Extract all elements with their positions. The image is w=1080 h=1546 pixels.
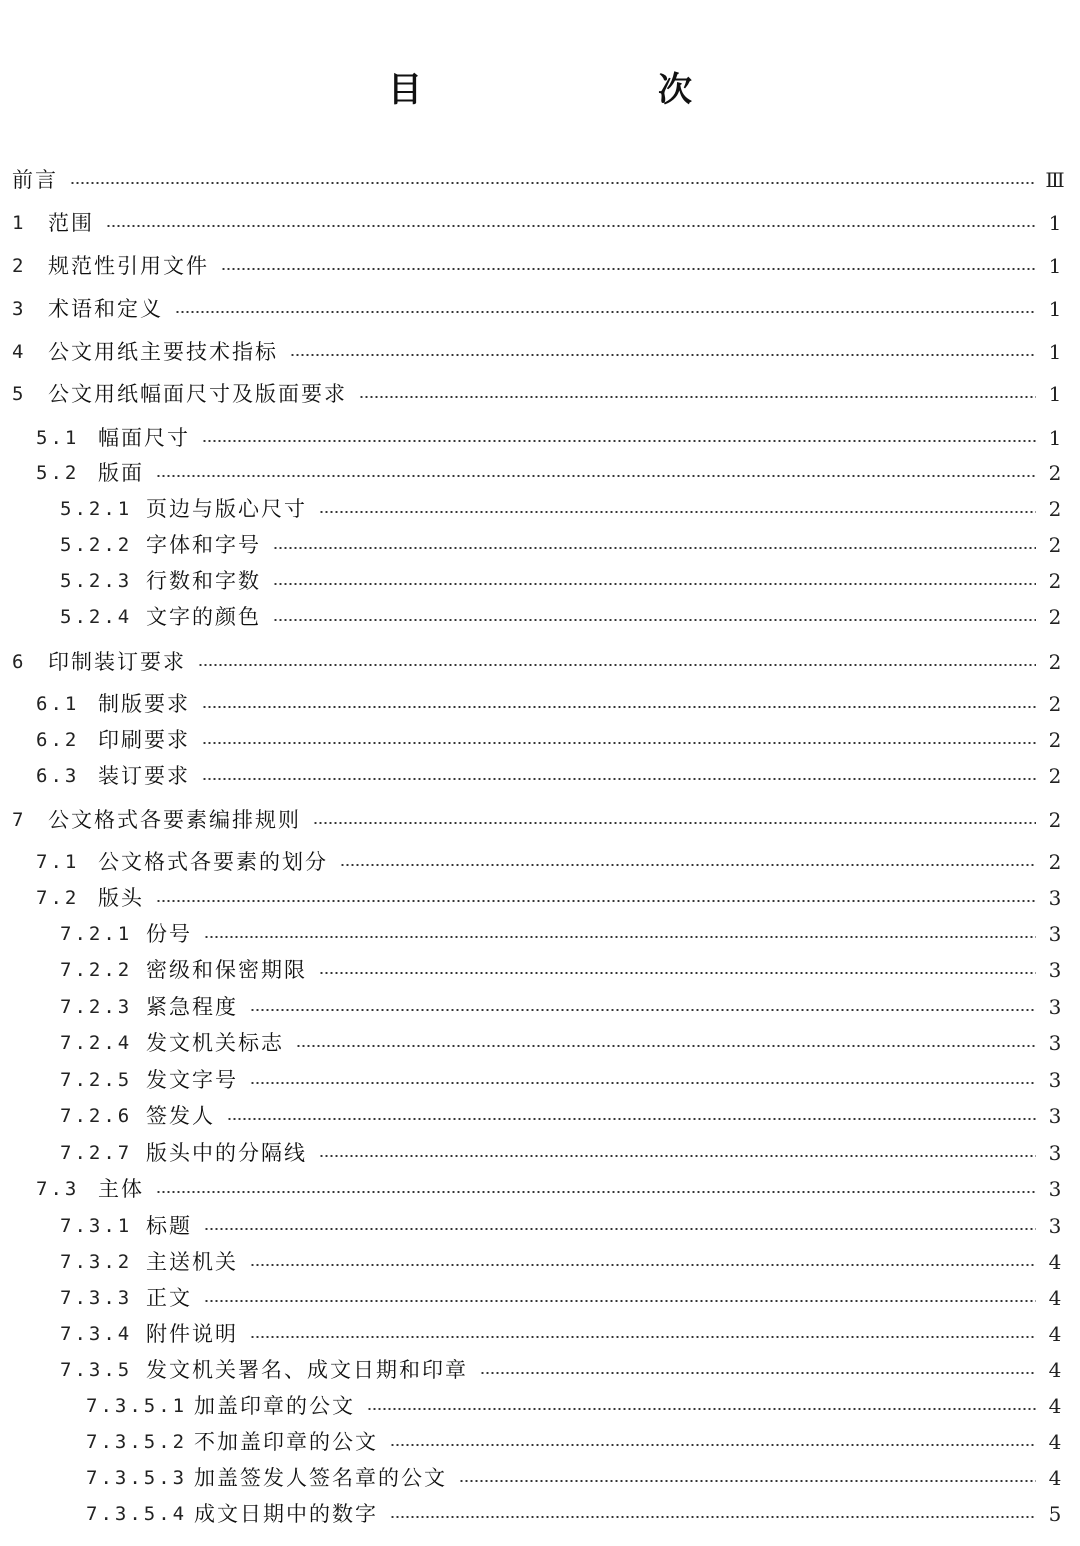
dot-leader xyxy=(250,1336,1036,1338)
toc-entry-title: 术语和定义 xyxy=(48,297,163,321)
toc-entry-number: 7.3.4 xyxy=(60,1323,133,1345)
toc-entry-number: 6.2 xyxy=(36,729,80,751)
toc-entry-number: 3 xyxy=(12,298,27,320)
toc-entry-number: 7.3.5 xyxy=(60,1359,133,1381)
dot-leader xyxy=(175,311,1036,313)
toc-entry-page-number: 2 xyxy=(1048,692,1062,716)
toc-entry-title: 幅面尺寸 xyxy=(98,426,190,450)
dot-leader xyxy=(250,1009,1036,1011)
toc-entry-page-number: 3 xyxy=(1048,995,1062,1019)
toc-entry-title: 发文机关标志 xyxy=(146,1031,284,1055)
dot-leader xyxy=(202,440,1036,442)
toc-entry-title: 公文用纸主要技术指标 xyxy=(48,340,278,364)
toc-entry-page-number: 2 xyxy=(1048,569,1062,593)
toc-entry-title: 份号 xyxy=(146,922,192,946)
toc-entry[interactable] xyxy=(0,455,1080,491)
toc-entry-number: 7.2 xyxy=(36,887,80,909)
toc-entry-number: 7.2.3 xyxy=(60,996,133,1018)
dot-leader xyxy=(367,1408,1036,1410)
dot-leader xyxy=(273,583,1036,585)
toc-entry-number: 7.2.2 xyxy=(60,959,133,981)
toc-entry-page-number: 1 xyxy=(1048,426,1062,450)
toc-entry[interactable] xyxy=(0,1135,1080,1171)
toc-entry-title: 版面 xyxy=(98,461,144,485)
toc-entry-page-number: 2 xyxy=(1048,461,1062,485)
toc-entry-title: 加盖印章的公文 xyxy=(194,1394,355,1418)
toc-entry-number: 7.3.5.1 xyxy=(86,1395,188,1417)
toc-entry-number: 5 xyxy=(12,383,27,405)
toc-entry-page-number: 3 xyxy=(1048,886,1062,910)
toc-entry-page-number: 2 xyxy=(1048,850,1062,874)
toc-entry-page-number: 1 xyxy=(1048,297,1062,321)
toc-entry-page-number: 4 xyxy=(1048,1322,1062,1346)
toc-entry[interactable] xyxy=(0,334,1080,370)
toc-entry-number: 7.3 xyxy=(36,1178,80,1200)
toc-entry-title: 装订要求 xyxy=(98,764,190,788)
toc-entry[interactable] xyxy=(0,1244,1080,1280)
toc-entry[interactable] xyxy=(0,644,1080,680)
toc-entry-title: 规范性引用文件 xyxy=(48,254,209,278)
toc-entry-number: 5.2.2 xyxy=(60,534,133,556)
toc-entry-page-number: 4 xyxy=(1048,1358,1062,1382)
toc-entry[interactable] xyxy=(0,1025,1080,1061)
toc-entry-title: 附件说明 xyxy=(146,1322,238,1346)
toc-entry[interactable] xyxy=(0,248,1080,284)
toc-entry-number: 7.3.5.4 xyxy=(86,1503,188,1525)
toc-entry[interactable] xyxy=(0,1316,1080,1352)
toc-entry-title: 页边与版心尺寸 xyxy=(146,497,307,521)
toc-entry-title: 紧急程度 xyxy=(146,995,238,1019)
toc-entry[interactable] xyxy=(0,1460,1080,1496)
toc-entry-number: 7.2.1 xyxy=(60,923,133,945)
dot-leader xyxy=(156,475,1036,477)
toc-entry-page-number: 3 xyxy=(1048,958,1062,982)
toc-entry-page-number: 3 xyxy=(1048,1068,1062,1092)
toc-entry-page-number: 1 xyxy=(1048,340,1062,364)
dot-leader xyxy=(319,1155,1036,1157)
toc-entry-number: 7.3.5.2 xyxy=(86,1431,188,1453)
dot-leader xyxy=(340,864,1036,866)
toc-entry-number: 2 xyxy=(12,255,27,277)
toc-entry-number: 5.1 xyxy=(36,427,80,449)
dot-leader xyxy=(202,706,1036,708)
dot-leader xyxy=(296,1045,1036,1047)
toc-entry-title: 加盖签发人签名章的公文 xyxy=(194,1466,447,1490)
dot-leader xyxy=(250,1082,1036,1084)
toc-entry-title: 主体 xyxy=(98,1177,144,1201)
toc-entry-page-number: 3 xyxy=(1048,1141,1062,1165)
toc-entry-page-number: 4 xyxy=(1048,1394,1062,1418)
toc-entry-number: 7.2.4 xyxy=(60,1032,133,1054)
toc-entry-number: 7 xyxy=(12,809,27,831)
toc-entry-number: 4 xyxy=(12,341,27,363)
toc-entry[interactable] xyxy=(0,802,1080,838)
toc-entry-number: 7.3.1 xyxy=(60,1215,133,1237)
dot-leader xyxy=(273,619,1036,621)
toc-entry[interactable] xyxy=(0,1496,1080,1532)
toc-entry-page-number: 1 xyxy=(1048,382,1062,406)
toc-entry-page-number: 2 xyxy=(1048,808,1062,832)
dot-leader xyxy=(390,1444,1036,1446)
toc-entry-page-number: 4 xyxy=(1048,1430,1062,1454)
toc-entry[interactable] xyxy=(0,162,1080,198)
toc-entry-number: 7.3.3 xyxy=(60,1287,133,1309)
dot-leader xyxy=(106,225,1036,227)
toc-entry-page-number: 4 xyxy=(1048,1466,1062,1490)
toc-entry-title: 版头 xyxy=(98,886,144,910)
toc-entry[interactable] xyxy=(0,1171,1080,1207)
toc-entry[interactable] xyxy=(0,758,1080,794)
dot-leader xyxy=(204,1228,1036,1230)
toc-entry-page-number: 2 xyxy=(1048,605,1062,629)
dot-leader xyxy=(204,1300,1036,1302)
dot-leader xyxy=(319,972,1036,974)
toc-entry-title: 主送机关 xyxy=(146,1250,238,1274)
toc-entry-page-number: 2 xyxy=(1048,533,1062,557)
toc-entry-title: 字体和字号 xyxy=(146,533,261,557)
toc-entry-page-number: 3 xyxy=(1048,1031,1062,1055)
dot-leader xyxy=(204,936,1036,938)
toc-entry-number: 7.2.7 xyxy=(60,1142,133,1164)
toc-entry-title: 成文日期中的数字 xyxy=(194,1502,378,1526)
toc-entry-page-number: 2 xyxy=(1048,650,1062,674)
toc-entry[interactable] xyxy=(0,1280,1080,1316)
toc-entry-title: 公文用纸幅面尺寸及版面要求 xyxy=(48,382,347,406)
toc-entry-page-number: 1 xyxy=(1048,211,1062,235)
dot-leader xyxy=(156,900,1036,902)
toc-entry[interactable] xyxy=(0,291,1080,327)
toc-entry-number: 5.2.3 xyxy=(60,570,133,592)
dot-leader xyxy=(198,664,1036,666)
toc-entry-title: 发文机关署名、成文日期和印章 xyxy=(146,1358,468,1382)
toc-entry-number: 5.2.4 xyxy=(60,606,133,628)
toc-entry-title: 签发人 xyxy=(146,1104,215,1128)
toc-entry-title: 制版要求 xyxy=(98,692,190,716)
dot-leader xyxy=(202,778,1036,780)
toc-entry[interactable] xyxy=(0,722,1080,758)
toc-entry-page-number: 3 xyxy=(1048,1177,1062,1201)
toc-entry-number: 7.3.2 xyxy=(60,1251,133,1273)
dot-leader xyxy=(70,182,1036,184)
toc-entry[interactable] xyxy=(0,1062,1080,1098)
toc-entry[interactable] xyxy=(0,844,1080,880)
toc-entry-page-number: 3 xyxy=(1048,922,1062,946)
dot-leader xyxy=(319,511,1036,513)
toc-entry[interactable] xyxy=(0,563,1080,599)
toc-entry-title: 印刷要求 xyxy=(98,728,190,752)
toc-entry-page-number: 3 xyxy=(1048,1214,1062,1238)
toc-entry-page-number: 4 xyxy=(1048,1286,1062,1310)
toc-entry-title: 文字的颜色 xyxy=(146,605,261,629)
toc-entry-title: 版头中的分隔线 xyxy=(146,1141,307,1165)
dot-leader xyxy=(273,547,1036,549)
page-title: 目 次 xyxy=(388,70,748,110)
toc-entry-number: 6.1 xyxy=(36,693,80,715)
toc-entry-number: 7.2.5 xyxy=(60,1069,133,1091)
toc-entry-page-number: 2 xyxy=(1048,728,1062,752)
toc-entry-page-number: 3 xyxy=(1048,1104,1062,1128)
toc-entry[interactable] xyxy=(0,1352,1080,1388)
toc-entry-page-number: 2 xyxy=(1048,764,1062,788)
toc-entry[interactable] xyxy=(0,491,1080,527)
dot-leader xyxy=(290,354,1036,356)
toc-entry-title: 公文格式各要素的划分 xyxy=(98,850,328,874)
toc-entry[interactable] xyxy=(0,527,1080,563)
toc-entry[interactable] xyxy=(0,952,1080,988)
toc-entry-title: 前言 xyxy=(12,168,58,192)
toc-entry[interactable] xyxy=(0,880,1080,916)
dot-leader xyxy=(227,1118,1036,1120)
dot-leader xyxy=(202,742,1036,744)
toc-entry-title: 公文格式各要素编排规则 xyxy=(48,808,301,832)
dot-leader xyxy=(359,396,1036,398)
toc-entry-page-number: Ⅲ xyxy=(1045,168,1065,192)
toc-entry-title: 范围 xyxy=(48,211,94,235)
toc-entry-page-number: 4 xyxy=(1048,1250,1062,1274)
toc-entry[interactable] xyxy=(0,599,1080,635)
toc-entry[interactable] xyxy=(0,1424,1080,1460)
toc-entry-number: 6.3 xyxy=(36,765,80,787)
toc-entry-number: 7.1 xyxy=(36,851,80,873)
toc-entry[interactable] xyxy=(0,1098,1080,1134)
toc-entry-number: 1 xyxy=(12,212,27,234)
toc-entry-title: 标题 xyxy=(146,1214,192,1238)
dot-leader xyxy=(480,1372,1036,1374)
toc-entry[interactable] xyxy=(0,1208,1080,1244)
dot-leader xyxy=(221,268,1036,270)
toc-entry[interactable] xyxy=(0,420,1080,456)
toc-entry-title: 正文 xyxy=(146,1286,192,1310)
dot-leader xyxy=(459,1480,1036,1482)
toc-entry-title: 不加盖印章的公文 xyxy=(194,1430,378,1454)
toc-entry-page-number: 2 xyxy=(1048,497,1062,521)
dot-leader xyxy=(390,1516,1036,1518)
toc-entry-number: 6 xyxy=(12,651,27,673)
toc-entry-title: 行数和字数 xyxy=(146,569,261,593)
toc-entry[interactable] xyxy=(0,205,1080,241)
toc-entry-title: 印制装订要求 xyxy=(48,650,186,674)
toc-entry-number: 5.2 xyxy=(36,462,80,484)
toc-entry[interactable] xyxy=(0,989,1080,1025)
toc-entry-title: 密级和保密期限 xyxy=(146,958,307,982)
dot-leader xyxy=(313,822,1036,824)
toc-entry-title: 发文字号 xyxy=(146,1068,238,1092)
toc-entry-page-number: 5 xyxy=(1048,1502,1062,1526)
toc-entry-number: 7.3.5.3 xyxy=(86,1467,188,1489)
dot-leader xyxy=(250,1264,1036,1266)
toc-entry-number: 5.2.1 xyxy=(60,498,133,520)
toc-entry[interactable] xyxy=(0,1388,1080,1424)
toc-entry[interactable] xyxy=(0,686,1080,722)
toc-entry-number: 7.2.6 xyxy=(60,1105,133,1127)
toc-entry[interactable] xyxy=(0,916,1080,952)
dot-leader xyxy=(156,1191,1036,1193)
toc-entry[interactable] xyxy=(0,376,1080,412)
toc-entry-page-number: 1 xyxy=(1048,254,1062,278)
